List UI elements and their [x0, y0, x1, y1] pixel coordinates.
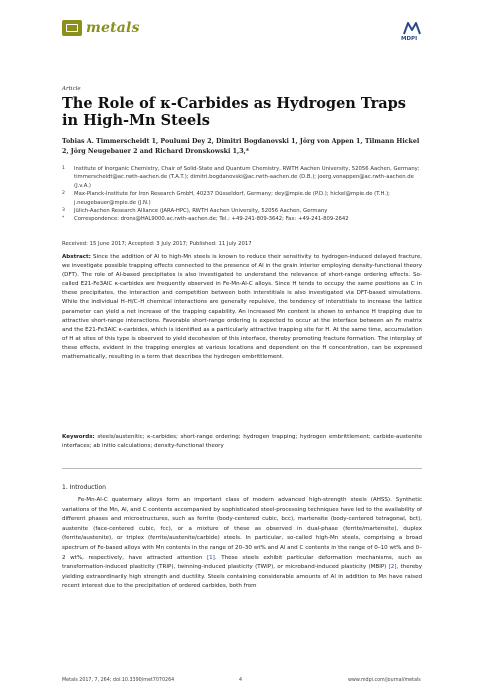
publication-dates: Received: 15 June 2017; Accepted: 3 July 2017; Published: 11 July 2017 — [62, 241, 252, 247]
abstract-label: Abstract: — [62, 254, 91, 260]
journal-url[interactable]: www.mdpi.com/journal/metals — [348, 678, 421, 683]
affiliation-text: Max-Planck-Institute for Iron Research GmbH, 40237 Düsseldorf, Germany; dey@mpie.de (P.D.); hickel@mpie.de (T.H.); j.neugebauer@mpie.de (J.N.) — [74, 191, 390, 206]
paper-title: The Role of κ-Carbides as Hydrogen Traps in High-Mn Steels — [62, 95, 406, 129]
affiliations — [62, 165, 422, 224]
introduction-paragraph — [62, 496, 422, 592]
affiliation-item — [62, 207, 422, 215]
footer-citation: Metals 2017, 7, 264; doi:10.3390/met7070264 — [62, 678, 175, 683]
section-heading: 1. Introduction — [62, 484, 106, 491]
author-list: Tobias A. Timmerscheidt 1, Poulumi Dey 2, Dimitri Bogdanovski 1, Jörg von Appen 1, Tilmann Hickel 2, Jörg Neugebauer 2 and Richard Dronskowski 1,3,* — [62, 138, 420, 155]
affiliation-number: 1 — [62, 166, 65, 171]
abstract — [62, 253, 422, 362]
paragraph-text: Fe-Mn-Al-C quaternary alloys form an important class of modern advanced high-strength steels (AHSS). Synthetic variations of the Mn, Al, and C contents accompanied by sophisticated steel-processing techniques have led to the availability of different phases and microstructures, such as ferrite (body-centered cubic, bcc), martensite (body-centered tetragonal, bct), austenite (face-centered cubic, fcc), or a mixture of these as observed in dual-phase (ferrite/martensite), duplex (ferrite/austenite), or triplex (ferrite/austenite/carbide) steels. In particular, so-called high-Mn steels, comprising a broad spectrum of Fe-based alloys with Mn contents in the range of 20–30 wt% and Al and C contents in the range of 0–10 wt% and 0–2 wt%, respectively, have attracted attention — [62, 497, 422, 561]
journal-logo[interactable] — [62, 20, 140, 36]
affiliation-number: 3 — [62, 208, 65, 214]
paragraph-text: . These steels exhibit particular deformation mechanisms, such as transformation-induced plasticity (TRIP), twinning-induced plasticity (TWIP), or microband-induced plasticity (MBIP) — [62, 554, 423, 571]
keywords — [62, 433, 422, 451]
affiliation-number: 2 — [62, 191, 65, 197]
publisher-name: MDPI — [401, 36, 418, 42]
section-divider — [62, 468, 422, 469]
affiliation-text: Jülich-Aachen Research Alliance (JARA-HPC), RWTH Aachen University, 52056 Aachen, Germany — [74, 208, 328, 215]
keywords-label: Keywords: — [62, 434, 95, 440]
publisher-logo-icon[interactable] — [402, 20, 422, 36]
affiliation-item — [62, 215, 422, 223]
citation-link[interactable]: [2] — [388, 564, 397, 571]
paragraph-text: , thereby yielding extraordinarily high strength and ductility. Steels containing considerable amounts of Al in addition to Mn have raised recent interest due to the precipitation of ordered carbides, both from — [62, 564, 422, 590]
affiliation-item — [62, 190, 422, 207]
article-type: Article — [62, 86, 81, 92]
affiliation-number: * — [62, 216, 65, 222]
affiliation-text: Institute of Inorganic Chemistry, Chair of Solid-State and Quantum Chemistry, RWTH Aachen University, 52056 Aachen, Germany; timmerscheidt@ac.rwth-aachen.de (T.A.T.); dimitri.bogdanovski@ac.rwth-aachen.de (D.B.); joerg.vonappen@ac.rwth-aachen.de (J.v.A.) — [74, 166, 420, 189]
correspondence-text: Correspondence: drons@HAL9000.ac.rwth-aachen.de; Tel.: +49-241-809-3642; Fax: +49-241-809-2642 — [74, 216, 349, 223]
keywords-text: steels/austenitic; κ-carbides; short-range ordering; hydrogen trapping; hydrogen embrittlement; carbide-austenite interfaces; ab initio calculations; density-functional theory — [62, 434, 422, 450]
journal-logo-icon — [62, 20, 82, 36]
journal-name: metals — [86, 20, 140, 36]
page-number: 4 — [239, 678, 243, 683]
citation-link[interactable]: [1] — [206, 554, 215, 561]
abstract-text: Since the addition of Al to high-Mn steels is known to reduce their sensitivity to hydrogen-induced delayed fracture, we investigate possible trapping effects connected to the presence of Al in the grain interior employing density-functional theory (DFT). The role of Al-based precipitates is also investigated to understand the relevance of short-range ordering effects. So-called E21-Fe3AlC κ-carbides are frequently observed in Fe-Mn-Al-C alloys. Since H tends to occupy the same positions as C in these precipitates, the interaction and competition between both interstitials is also investigated via DFT-based simulations. While the individual H–H/C–H chemical interactions are generally repulsive, the tendency of interstitials to increase the lattice parameter can yield a net increase of the trapping capability. An increased Mn content is shown to enhance H trapping due to attractive short-range interactions. Favorable short-range ordering is expected to occur at the interface between an Fe matrix and the E21-Fe3AlC κ-carbides, which is identified as a particularly attractive trapping site for H. At the same time, accumulation of H at sites of this type is observed to yield decohesion of this interface, thereby promoting fracture formation. The interplay of these effects, evident in the trapping energies at various locations and dependent on the H concentration, can be expressed mathematically, resulting in a term that describes the hydrogen embrittlement. — [62, 254, 423, 361]
affiliation-item — [62, 165, 422, 190]
